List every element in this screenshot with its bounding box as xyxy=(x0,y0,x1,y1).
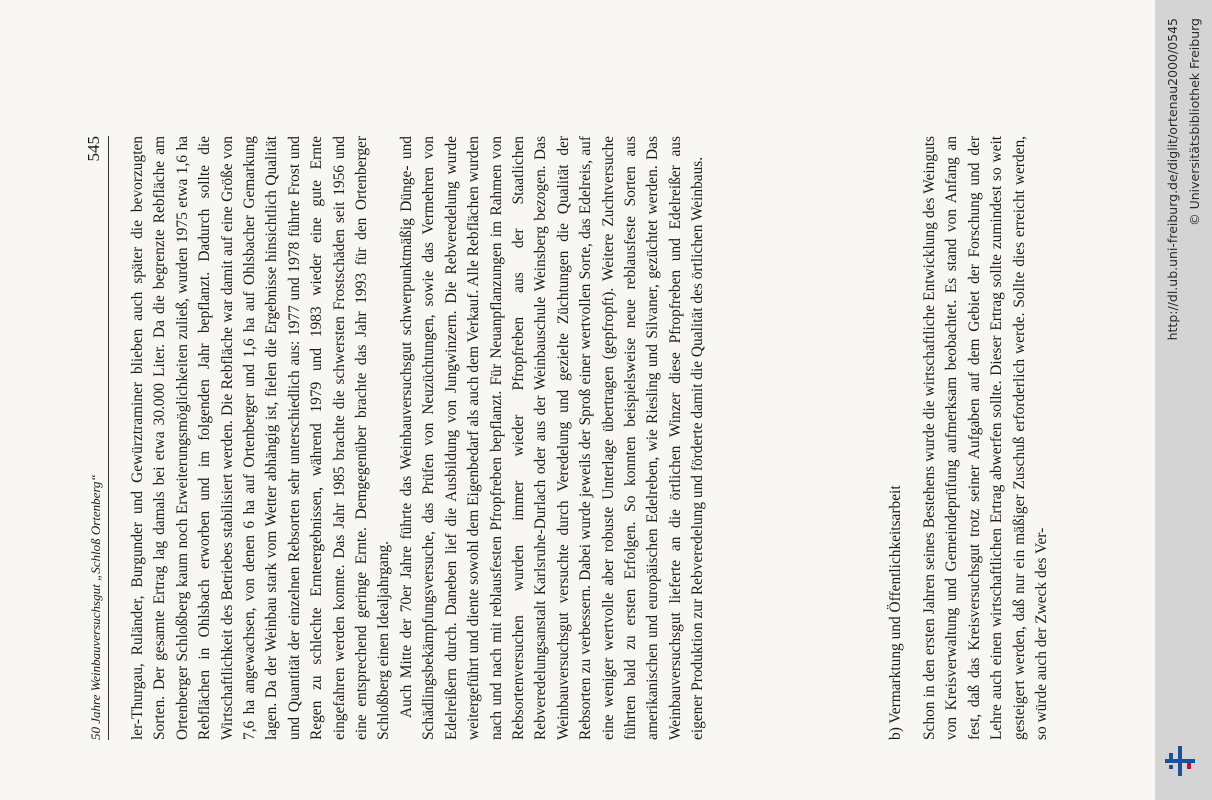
ub-freiburg-logo-icon xyxy=(1165,746,1195,776)
paragraph: Schon in den ersten Jahren seines Bestehens wurde die wirtschaftliche Entwicklung des Weinguts von Kreisverwaltung und Gemeindeprüfung aufmerksam beobachtet. Es stand von Anfang an fest, daß das Kreisversuchsgut trotz seiner Aufgaben auf dem Gebiet der Forschung und der Lehre auch einen wirtschaftlichen Ertrag abwerfen sollte. Dieser Ertrag sollte zumindest so weit gesteigert werden, daß nur ein mäßiger Zuschuß erforderlich werde. Sollte dies erreicht werden, so würde auch der Zweck des Ver- xyxy=(921,136,1051,740)
paragraph: Auch Mitte der 70er Jahre führte das Weinbauversuchsgut schwerpunktmäßig Dünge- und Schädlingsbekämpfungsversuche, das Prüfen von Neuzüchtungen, sowie das Vermehren von Edelreißern durch. Daneben lief die Ausbildung von Jungwinzern. Die Rebveredelung wurde weitergeführt und diente sowohl dem Eigenbedarf als auch dem Verkauf. Alle Rebflächen wurden nach und nach mit reblausfesten Pfropfreben bepflanzt. Für Neuanpflanzungen im Rahmen von Rebsortenversuchen wurden immer wieder Pfropfreben aus der Staatlichen Rebveredelungsanstalt Karlsruhe-Durlach oder aus der Weinbauschule Weinsberg bezogen. Das Weinbauversuchsgut versuchte durch Veredelung und gezielte Züchtungen die Qualität der Rebsorten zu verbessern. Dabei wurde jeweils der Sproß einer wertvollen Sorte, das Edelreis, auf eine weniger wertvolle aber robuste Unterlage übertragen (gepfropft). Weitere Zuchtversuche führten bald zu ersten Erfolgen. So konnten beispielsweise neue reblausfeste Sorten aus amerikanischen und europäischen Edelreben, wie Riesling und Silvaner, gezüchtet werden. Das Weinbauversuchsgut lieferte an die örtlichen Winzer diese Pfropfreben und Edelreißer aus eigener Produktion zur Rebveredelung und förderte damit die Qualität des örtlichen Weinbaus. xyxy=(397,136,707,740)
section-heading: b) Vermarktung und Öffentlichkeitsarbeit xyxy=(887,485,904,740)
source-url-link[interactable]: http://dl.ub.uni-freiburg.de/diglit/ortenau2000/0545 xyxy=(1165,18,1180,341)
paragraph: ler-Thurgau, Ruländer, Burgunder und Gewürztraminer blieben auch später die bevorzugten Sorten. Der gesamte Ertrag lag damals bei etwa 30.000 Liter. Da die begrenzte Rebfläche am Ortenberger Schloßberg kaum noch Erweiterungsmöglichkeiten zuließ, wurden 1975 etwa 1,6 ha Rebflächen in Ohlsbach erworben und im folgenden Jahr bepflanzt. Dadurch sollte die Wirtschaftlichkeit des Betriebes stabilisiert werden. Die Rebfläche war damit auf eine Größe von 7,6 ha angewachsen, von denen 6 ha auf Ortenberger und 1,6 ha auf Ohlsbacher Gemarkung lagen. Da der Weinbau stark vom Wetter abhängig ist, fielen die Ergebnisse hinsichtlich Qualität und Quantität der einzelnen Rebsorten sehr unterschiedlich aus: 1977 und 1978 führte Frost und Regen zu schlechte Ernteergebnissen, während 1979 und 1983 wieder eine gute Ernte eingefahren werden konnte. Das Jahr 1985 brachte die schwersten Frostschäden seit 1956 und eine entsprechend geringe Ernte. Demgegenüber brachte das Jahr 1993 für den Ortenberger Schloßberg einen Idealjahrgang. xyxy=(129,136,393,740)
body-text-upper xyxy=(127,136,710,740)
viewer-sidebar xyxy=(1155,0,1212,800)
copyright-notice: © Universitätsbibliothek Freiburg xyxy=(1187,18,1202,226)
body-text-lower xyxy=(919,136,1053,740)
page-number: 545 xyxy=(84,136,103,162)
running-head xyxy=(78,136,109,740)
sidebar-rotated-text xyxy=(1155,0,1212,800)
running-title: 50 Jahre Weinbauversuchsgut „Schloß Ortenberg“ xyxy=(88,474,103,740)
